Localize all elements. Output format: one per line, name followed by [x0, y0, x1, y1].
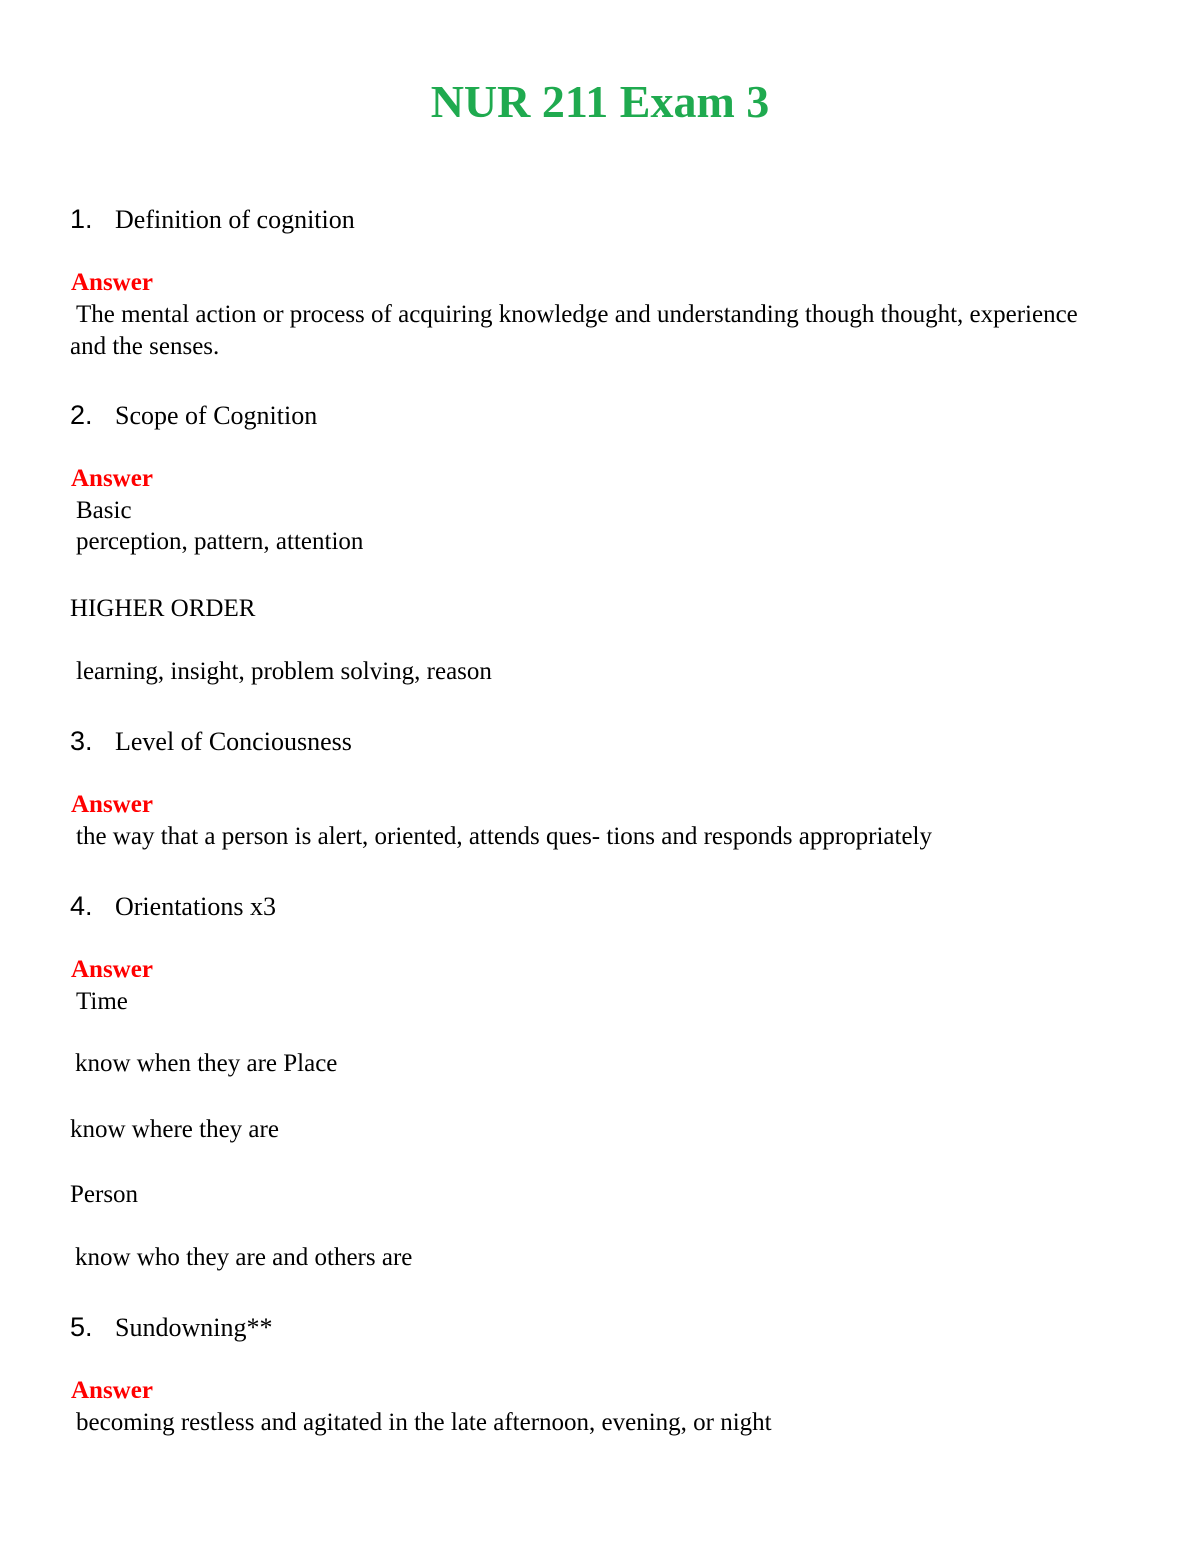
question-prompt: Scope of Cognition: [115, 401, 318, 430]
answer-text: learning, insight, problem solving, reason: [76, 658, 492, 685]
question-number: 4.: [70, 891, 93, 921]
answer-text: perception, pattern, attention: [76, 528, 364, 555]
answer-text: Person: [70, 1181, 139, 1208]
question-2: [70, 399, 317, 432]
question-number: 5.: [70, 1312, 93, 1342]
question-3: [70, 725, 352, 758]
question-prompt: Definition of cognition: [115, 205, 355, 234]
question-number: 3.: [70, 726, 93, 756]
answer-text: becoming restless and agitated in the late afternoon, evening, or night: [76, 1409, 772, 1436]
answer-text: Basic: [76, 497, 132, 524]
answer-text: know when they are Place: [75, 1050, 338, 1077]
document-title: NUR 211 Exam 3: [430, 76, 770, 127]
question-4: [70, 890, 276, 923]
question-prompt: Level of Conciousness: [115, 727, 352, 756]
question-prompt: Orientations x3: [115, 892, 277, 921]
question-number: 1.: [70, 204, 93, 234]
answer-text: know where they are: [70, 1116, 279, 1143]
answer-label: Answer: [71, 956, 153, 983]
answer-text: The mental action or process of acquiring knowledge and understanding though thought, experience and the senses.: [70, 301, 1078, 360]
answer-text: the way that a person is alert, oriented, attends ques- tions and responds appropriately: [76, 823, 933, 850]
answer-label: Answer: [71, 465, 153, 492]
answer-label: Answer: [71, 1377, 153, 1404]
question-number: 2.: [70, 400, 93, 430]
answer-label: Answer: [71, 269, 153, 296]
answer-text: HIGHER ORDER: [70, 595, 256, 622]
question-prompt: Sundowning**: [115, 1313, 273, 1342]
question-1: [70, 203, 355, 236]
question-5: [70, 1311, 272, 1344]
answer-label: Answer: [71, 791, 153, 818]
answer-text: know who they are and others are: [75, 1244, 413, 1271]
answer-text: Time: [76, 988, 128, 1015]
